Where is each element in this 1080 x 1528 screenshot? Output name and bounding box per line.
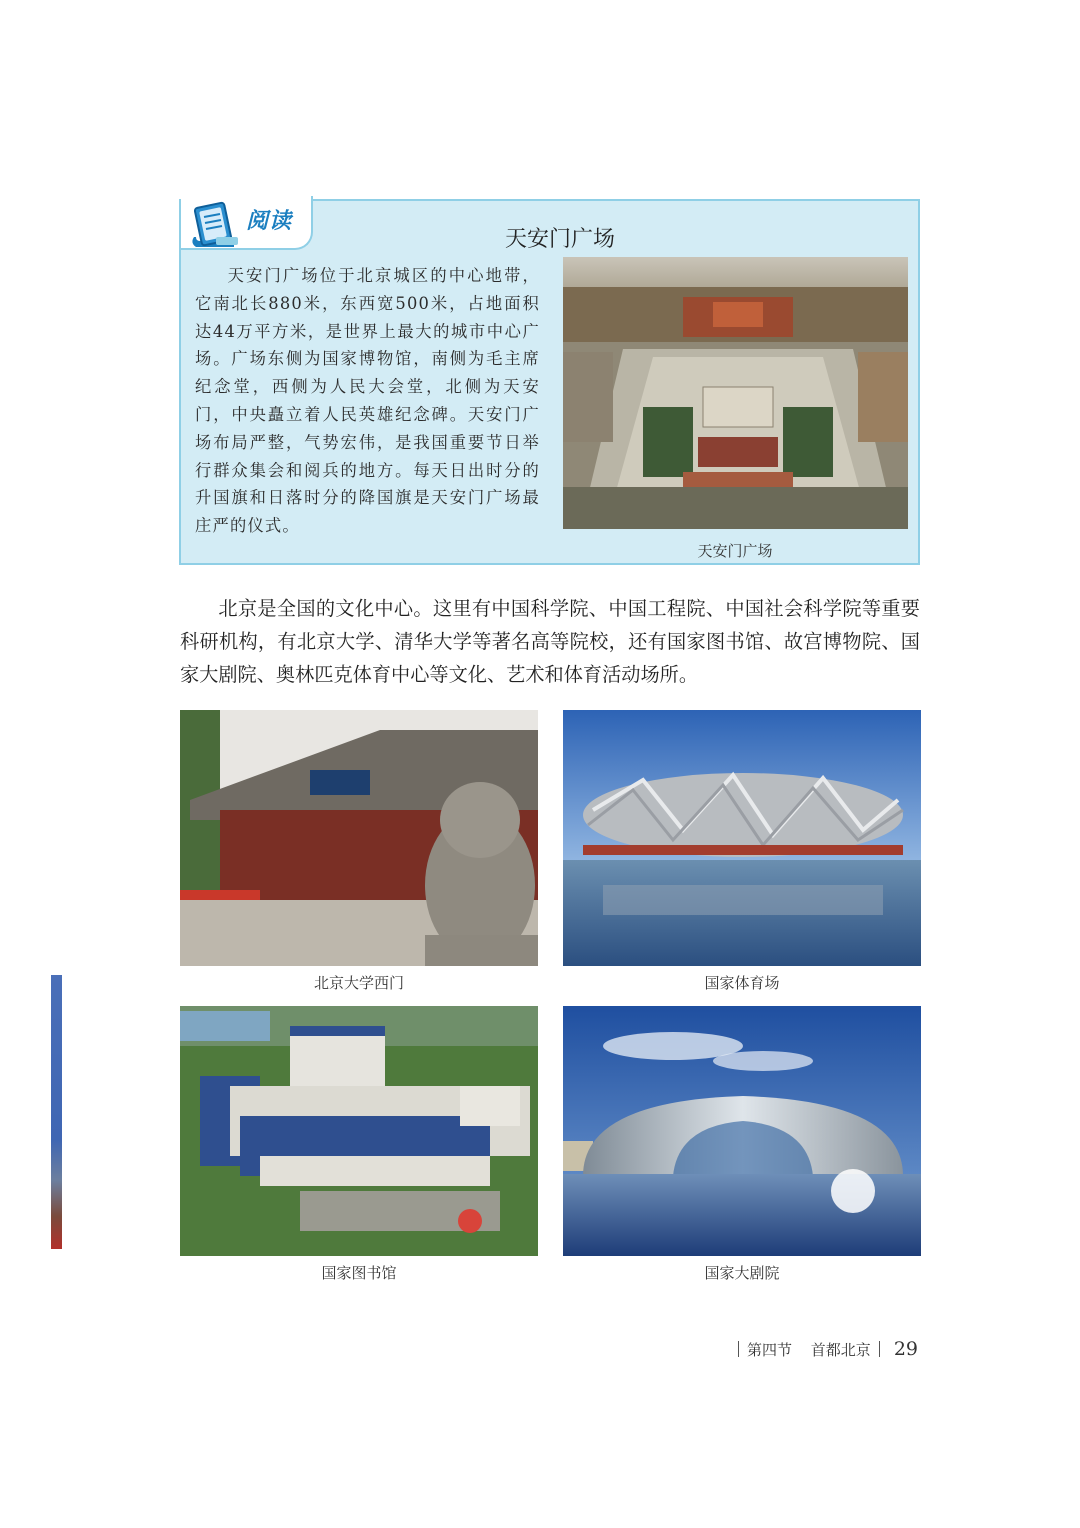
national-stadium-photo (563, 710, 921, 966)
tiananmen-square-photo (563, 257, 908, 529)
page-number: 29 (893, 1338, 918, 1360)
footer-section: 第四节 (747, 1341, 793, 1359)
reading-label: 阅读 (246, 209, 293, 234)
national-stadium-caption: 国家体育场 (704, 974, 780, 992)
tiananmen-photo-caption: 天安门广场 (697, 542, 773, 560)
peking-university-caption: 北京大学西门 (313, 974, 404, 992)
book-icon (186, 197, 242, 253)
national-grand-theater-photo (563, 1006, 921, 1256)
footer-divider (738, 1341, 739, 1357)
page-edge-strip (51, 975, 62, 1249)
national-library-caption: 国家图书馆 (321, 1264, 397, 1282)
page-footer (730, 1338, 930, 1360)
reading-title: 天安门广场 (504, 227, 615, 252)
national-grand-theater-caption: 国家大剧院 (704, 1264, 780, 1282)
footer-chapter: 首都北京 (810, 1341, 871, 1359)
peking-university-west-gate-photo (180, 710, 538, 966)
footer-divider (879, 1341, 880, 1357)
body-paragraph: 北京是全国的文化中心。这里有中国科学院、中国工程院、中国社会科学院等重要科研机构，有北京大学、清华大学等著名高等院校，还有国家图书馆、故宫博物院、国家大剧院、奥林匹克体育中心等文化、艺术和体育活动场所。 (180, 597, 920, 686)
reading-paragraph: 天安门广场位于北京城区的中心地带，它南北长880米，东西宽500米，占地面积达44万平方米，是世界上最大的城市中心广场。广场东侧为国家博物馆，南侧为毛主席纪念堂，西侧为人民大会堂，北侧为天安门，中央矗立着人民英雄纪念碑。天安门广场布局严整，气势宏伟，是我国重要节日举行群众集会和阅兵的地方。每天日出时分的升国旗和日落时分的降国旗是天安门广场最庄严的仪式。 (195, 266, 540, 536)
national-library-photo (180, 1006, 538, 1256)
